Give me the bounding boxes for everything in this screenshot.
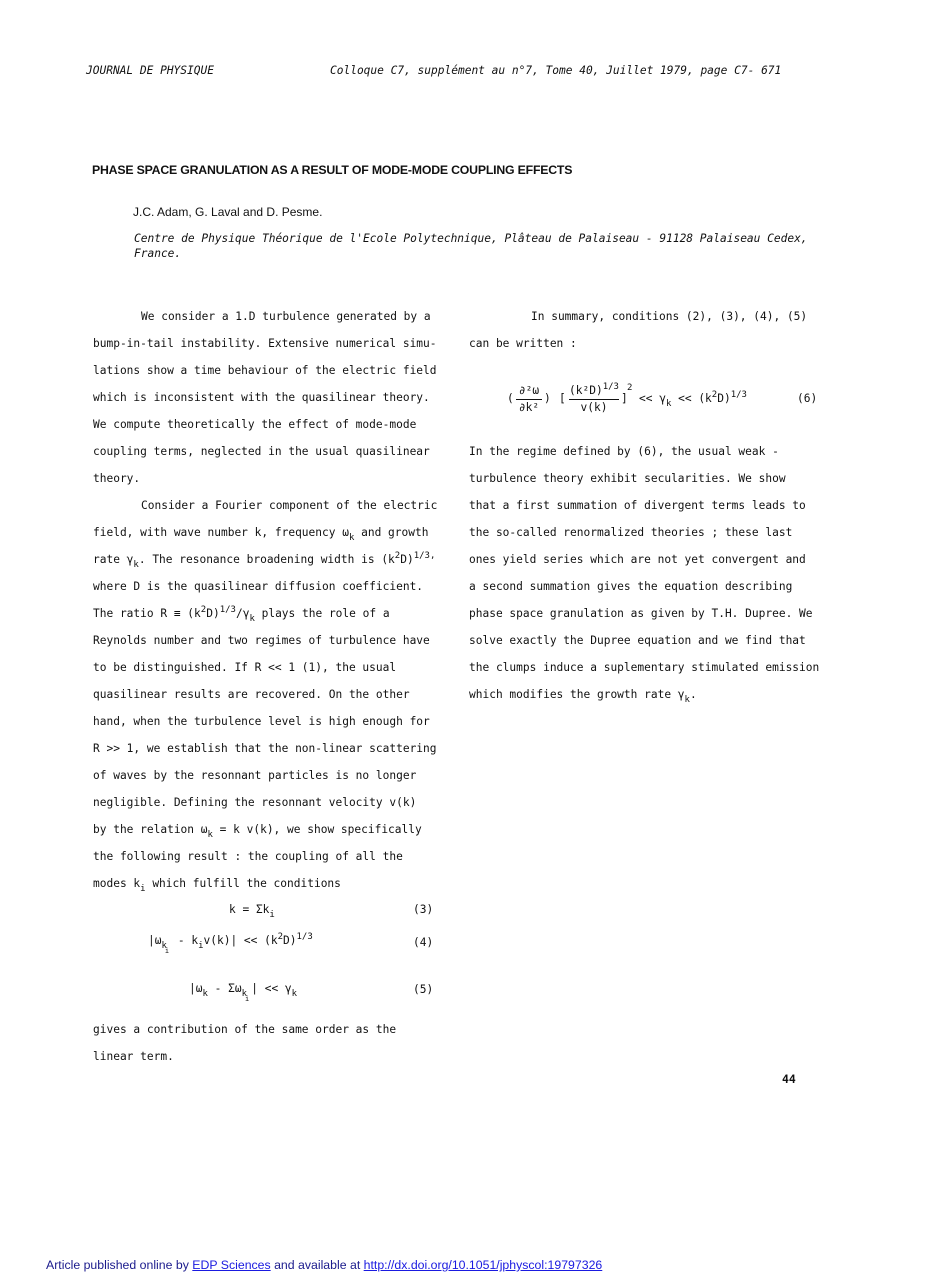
paragraph-line: lations show a time behaviour of the electric field	[93, 364, 437, 377]
equation-rhs	[639, 390, 747, 409]
subscript: k	[207, 830, 213, 840]
text-run: |ω	[148, 934, 162, 947]
superscript: 1/3,	[413, 551, 436, 561]
superscript: 2	[200, 605, 207, 615]
superscript: 2	[711, 390, 718, 400]
equation-6	[507, 384, 827, 420]
paragraph-line: to be distinguished. If R << 1 (1), the usual	[93, 661, 397, 674]
paragraph-line: linear term.	[93, 1050, 174, 1063]
text-run: which fulfill the conditions	[145, 877, 341, 890]
paragraph-line: the so-called renormalized theories ; these last	[469, 526, 793, 539]
text-run: = k v(k), we show specifically	[212, 823, 422, 836]
journal-name: JOURNAL DE PHYSIQUE	[86, 64, 214, 77]
fraction-numerator	[567, 384, 621, 397]
text-run: - k	[171, 934, 199, 947]
doi-link[interactable]: http://dx.doi.org/10.1051/jphyscol:19797326	[363, 1258, 603, 1272]
paragraph-line: In summary, conditions (2), (3), (4), (5)	[531, 310, 808, 323]
subscript: k	[684, 695, 690, 705]
affiliation-line: Centre de Physique Théorique de l'Ecole Polytechnique, Plâteau de Palaiseau - 91128 Palaiseau Cedex,	[134, 232, 808, 245]
equation-5	[189, 982, 298, 1003]
paragraph-line: quasilinear results are recovered. On the other	[93, 688, 410, 701]
paragraph-line: negligible. Defining the resonnant velocity v(k)	[93, 796, 417, 809]
equation-number: (4)	[413, 936, 434, 949]
equation-number: (3)	[413, 903, 434, 916]
affiliation-line: France.	[134, 247, 182, 260]
fraction-bar	[516, 399, 542, 400]
text-run: (k²D)	[569, 384, 603, 397]
subscript: k	[133, 560, 139, 570]
text-run: and growth	[354, 526, 429, 539]
paragraph-line	[93, 877, 341, 894]
paragraph-line: the clumps induce a suplementary stimulated emission	[469, 661, 820, 674]
paragraph-line: where D is the quasilinear diffusion coefficient.	[93, 580, 424, 593]
text-run: field, with wave number k, frequency ω	[93, 526, 349, 539]
paragraph-line: the following result : the coupling of all the	[93, 850, 403, 863]
publication-footer	[46, 1258, 602, 1272]
text-run: modes k	[93, 877, 141, 890]
paragraph-line: which is inconsistent with the quasilinear theory.	[93, 391, 430, 404]
paragraph-line: theory.	[93, 472, 141, 485]
superscript: 1/3	[219, 605, 236, 615]
subscript: i	[269, 910, 275, 920]
equation-number: (5)	[413, 983, 434, 996]
paragraph-line: R >> 1, we establish that the non-linear scattering	[93, 742, 437, 755]
subscript: i	[245, 995, 250, 1003]
subscript: k	[665, 399, 672, 409]
paragraph-line: In the regime defined by (6), the usual weak -	[469, 445, 779, 458]
derivative-denominator: ∂k²	[518, 401, 540, 414]
fraction-bar	[569, 399, 619, 400]
text-run: D)	[400, 553, 414, 566]
subscript: i	[198, 941, 204, 951]
paragraph-line: of waves by the resonnant particles is no longer	[93, 769, 417, 782]
issue-citation: Colloque C7, supplément au n°7, Tome 40, Juillet 1979, page C7- 671	[330, 64, 782, 77]
text-run: The ratio R ≡ (k	[93, 607, 201, 620]
superscript: 2	[627, 383, 633, 393]
equation-3	[229, 903, 275, 920]
subscript: i	[164, 947, 170, 955]
paragraph-line	[93, 551, 436, 570]
paragraph-line	[469, 688, 697, 705]
paragraph-line: a second summation gives the equation describing	[469, 580, 793, 593]
paren: (	[507, 392, 514, 405]
text-run: rate γ	[93, 553, 134, 566]
subscript: k	[161, 941, 167, 951]
equation-number: (6)	[797, 392, 818, 405]
paragraph-line: ones yield series which are not yet convergent and	[469, 553, 806, 566]
subscript: k	[202, 989, 208, 999]
text-run: .	[689, 688, 697, 701]
text-run: v(k)| << (k	[203, 934, 278, 947]
text-run: D)	[283, 934, 297, 947]
superscript: 2	[394, 551, 401, 561]
paragraph-line: Reynolds number and two regimes of turbulence have	[93, 634, 430, 647]
fraction-denominator: v(k)	[580, 401, 608, 414]
superscript: 1/3	[602, 382, 619, 392]
text-run: . The resonance broadening width is (k	[138, 553, 395, 566]
paragraph-line: phase space granulation as given by T.H. Dupree. We	[469, 607, 813, 620]
text-run: D)	[717, 392, 731, 405]
publisher-link[interactable]: EDP Sciences	[192, 1258, 271, 1272]
text-run: by the relation ω	[93, 823, 208, 836]
text-run: plays the role of a	[254, 607, 390, 620]
paragraph-line: solve exactly the Dupree equation and we find that	[469, 634, 806, 647]
equation-4	[148, 932, 313, 955]
paragraph-line: hand, when the turbulence level is high enough for	[93, 715, 430, 728]
subscript: k	[348, 533, 355, 543]
subscript: k	[241, 989, 248, 999]
superscript: 2	[277, 932, 284, 942]
paragraph-line: coupling terms, neglected in the usual quasilinear	[93, 445, 430, 458]
text-run: k = Σk	[229, 903, 270, 916]
derivative-numerator: ∂²ω	[518, 384, 540, 397]
superscript: 1/3	[296, 932, 313, 942]
text-run: - Σω	[207, 982, 242, 995]
paragraph-line	[93, 823, 422, 840]
paren: )	[544, 392, 551, 405]
text-run: which modifies the growth rate γ	[469, 688, 685, 701]
paragraph-line	[93, 526, 429, 543]
paragraph-line: turbulence theory exhibit secularities. We show	[469, 472, 786, 485]
text-run: |ω	[189, 982, 203, 995]
subscript: k	[291, 989, 298, 999]
footer-text: and available at	[270, 1258, 364, 1272]
bracket: [	[559, 392, 566, 405]
paragraph-line: We consider a 1.D turbulence generated by a	[141, 310, 431, 323]
subscript: i	[140, 884, 146, 894]
paper-title: PHASE SPACE GRANULATION AS A RESULT OF MODE-MODE COUPLING EFFECTS	[92, 163, 573, 177]
paragraph-line: Consider a Fourier component of the electric	[141, 499, 438, 512]
paragraph-line: that a first summation of divergent terms leads to	[469, 499, 806, 512]
paragraph-line: We compute theoretically the effect of mode-mode	[93, 418, 417, 431]
text-run: << γ	[639, 392, 666, 405]
subscript: k	[249, 614, 255, 624]
bracket: ]	[621, 392, 628, 405]
text-run: << (k	[671, 392, 712, 405]
paragraph-line: gives a contribution of the same order as the	[93, 1023, 397, 1036]
paragraph-line	[93, 605, 390, 624]
paragraph-line: bump-in-tail instability. Extensive numerical simu-	[93, 337, 437, 350]
paragraph-line: can be written :	[469, 337, 577, 350]
paper-authors: J.C. Adam, G. Laval and D. Pesme.	[133, 205, 323, 219]
text-run: /γ	[235, 607, 250, 620]
superscript: 1/3	[730, 390, 747, 400]
footer-text: Article published online by	[46, 1258, 193, 1272]
text-run: D)	[206, 607, 220, 620]
page-number: 44	[782, 1072, 796, 1086]
text-run: | << γ	[251, 982, 292, 995]
